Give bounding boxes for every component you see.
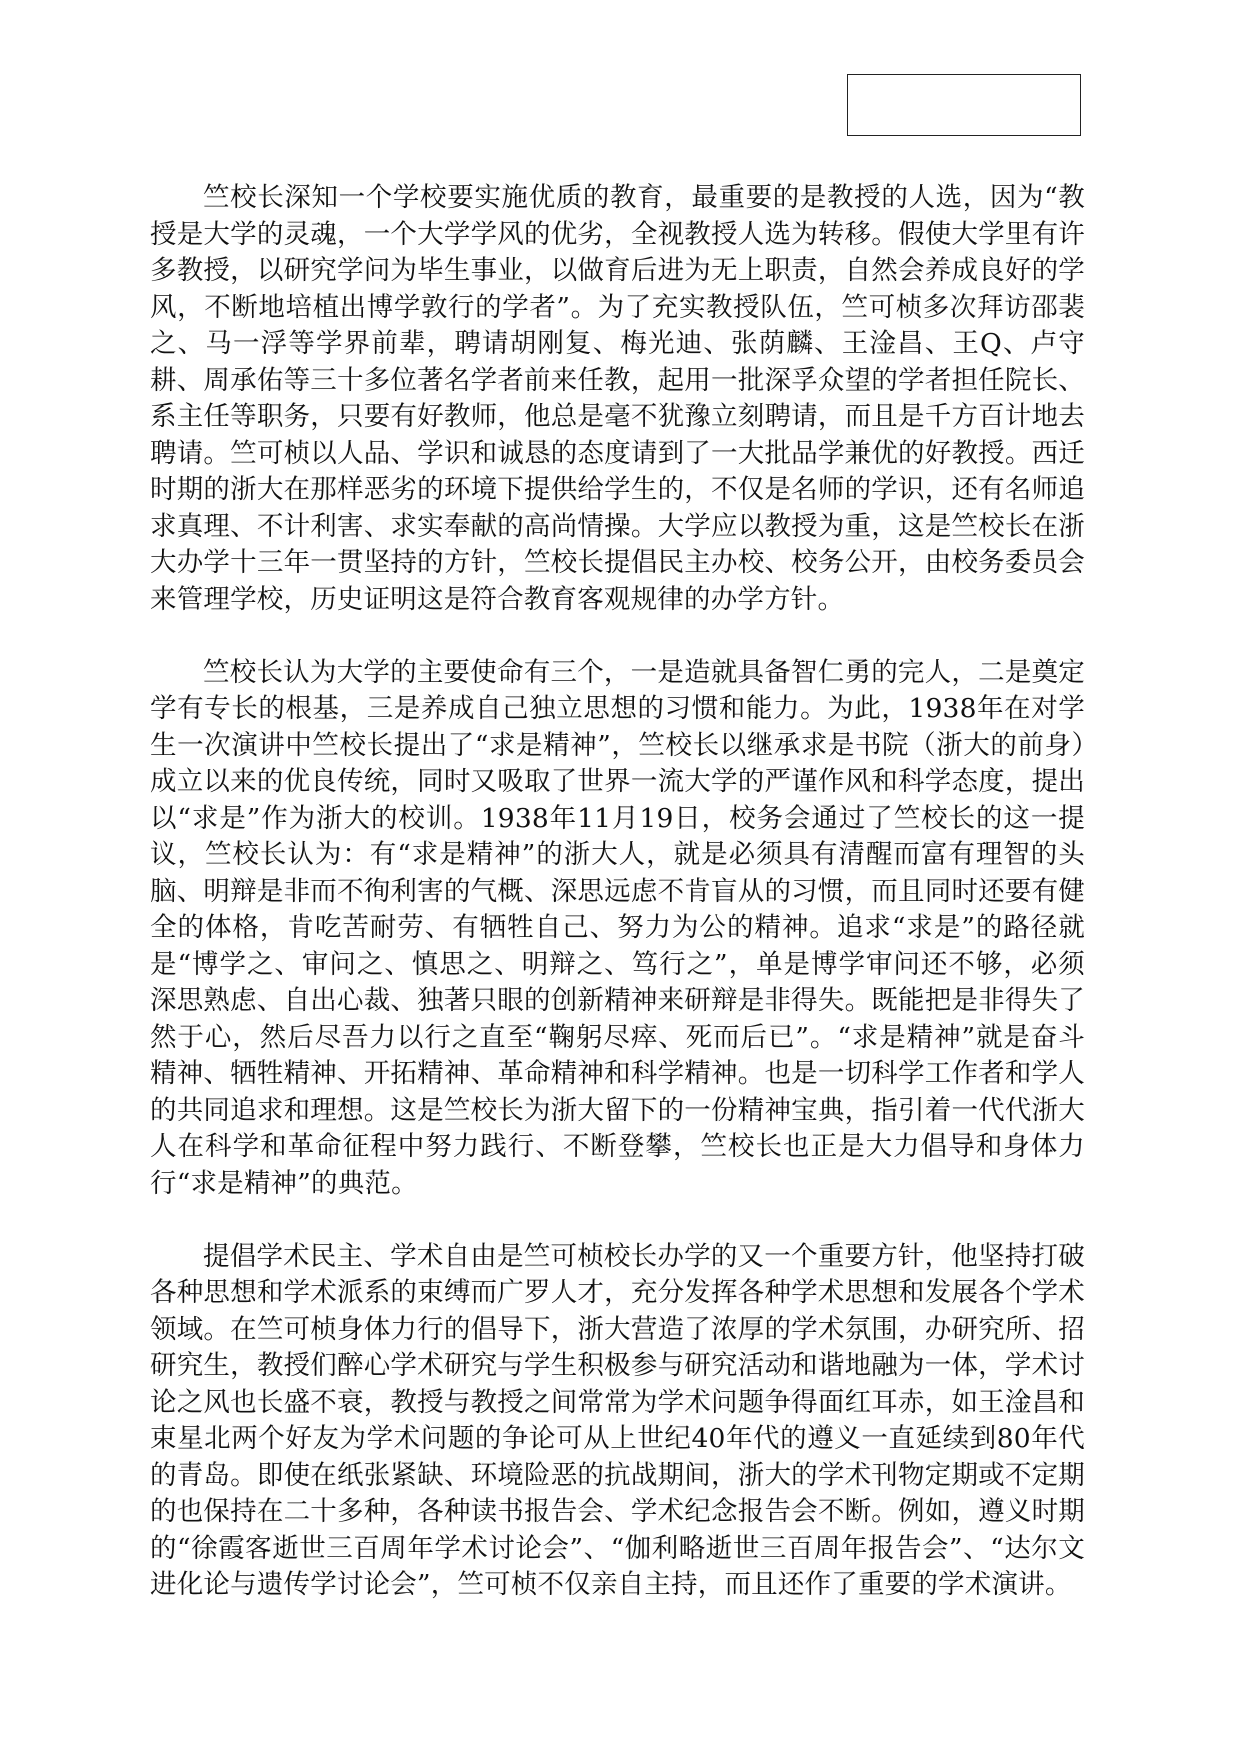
body-text — [150, 180, 1085, 1640]
paragraph-academic-freedom: 提倡学术民主、学术自由是竺可桢校长办学的又一个重要方针，他坚持打破各种思想和学术派系的束缚而广罗人才，充分发挥各种学术思想和发展各个学术领域。在竺可桢身体力行的倡导下，浙大营造了浓厚的学术氛围，办研究所、招研究生，教授们醉心学术研究与学生积极参与研究活动和谐地融为一体，学术讨论之风也长盛不衰，教授与教授之间常常为学术问题争得面红耳赤，如王淦昌和束星北两个好友为学术问题的争论可从上世纪40年代的遵义一直延续到80年代的青岛。即使在纸张紧缺、环境险恶的抗战期间，浙大的学术刊物定期或不定期的也保持在二十多种，各种读书报告会、学术纪念报告会不断。例如，遵义时期的“徐霞客逝世三百周年学术讨论会”、“伽利略逝世三百周年报告会”、“达尔文进化论与遗传学讨论会”，竺可桢不仅亲自主持，而且还作了重要的学术演讲。 — [150, 1240, 1085, 1600]
paragraph-qiushi-spirit: 竺校长认为大学的主要使命有三个，一是造就具备智仁勇的完人，二是奠定学有专长的根基，三是养成自己独立思想的习惯和能力。为此，1938年在对学生一次演讲中竺校长提出了“求是精神”，竺校长以继承求是书院（浙大的前身）成立以来的优良传统，同时又吸取了世界一流大学的严谨作风和科学态度，提出以“求是”作为浙大的校训。1938年11月19日，校务会通过了竺校长的这一提议，竺校长认为：有“求是精神”的浙大人，就是必须具有清醒而富有理智的头脑、明辩是非而不徇利害的气概、深思远虑不肯盲从的习惯，而且同时还要有健全的体格，肯吃苦耐劳、有牺牲自己、努力为公的精神。追求“求是”的路径就是“博学之、审问之、慎思之、明辩之、笃行之”，单是博学审问还不够，必须深思熟虑、自出心裁、独著只眼的创新精神来研辩是非得失。既能把是非得失了然于心，然后尽吾力以行之直至“鞠躬尽瘁、死而后已”。“求是精神”就是奋斗精神、牺牲精神、开拓精神、革命精神和科学精神。也是一切科学工作者和学人的共同追求和理想。这是竺校长为浙大留下的一份精神宝典，指引着一代代浙大人在科学和革命征程中努力践行、不断登攀，竺校长也正是大力倡导和身体力行“求是精神”的典范。 — [150, 656, 1085, 1199]
header-empty-box — [847, 74, 1081, 136]
paragraph-faculty-selection: 竺校长深知一个学校要实施优质的教育，最重要的是教授的人选，因为“教授是大学的灵魂，一个大学学风的优劣，全视教授人选为转移。假使大学里有许多教授，以研究学问为毕生事业，以做育后进为无上职责，自然会养成良好的学风，不断地培植出博学敦行的学者”。为了充实教授队伍，竺可桢多次拜访邵裴之、马一浮等学界前辈，聘请胡刚复、梅光迪、张荫麟、王淦昌、王Q、卢守耕、周承佑等三十多位著名学者前来任教，起用一批深孚众望的学者担任院长、系主任等职务，只要有好教师，他总是毫不犹豫立刻聘请，而且是千方百计地去聘请。竺可桢以人品、学识和诚恳的态度请到了一大批品学兼优的好教授。西迁时期的浙大在那样恶劣的环境下提供给学生的，不仅是名师的学识，还有名师追求真理、不计利害、求实奉献的高尚情操。大学应以教授为重，这是竺校长在浙大办学十三年一贯坚持的方针，竺校长提倡民主办校、校务公开，由校务委员会来管理学校，历史证明这是符合教育客观规律的办学方针。 — [150, 182, 1085, 615]
